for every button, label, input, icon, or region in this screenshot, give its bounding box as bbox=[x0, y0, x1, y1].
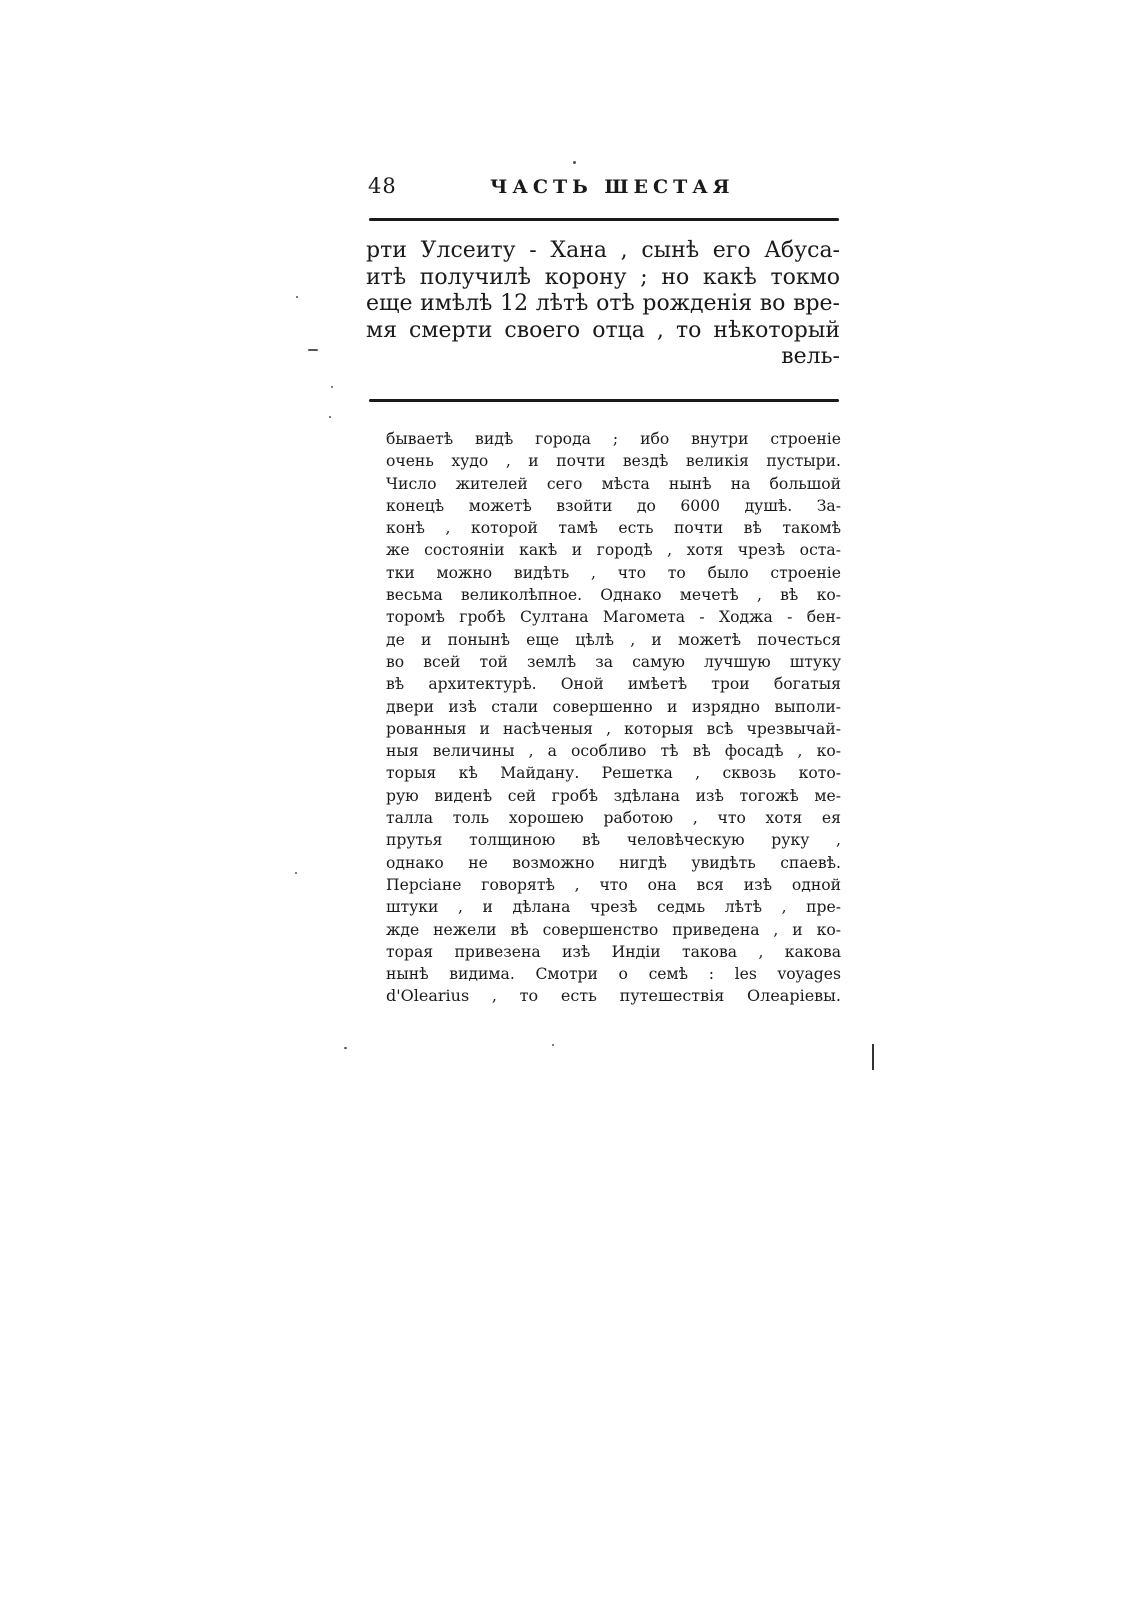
footnote-line: штуки , и дѣлана чрезѣ седмь лѣтѣ , пре- bbox=[386, 898, 841, 917]
footnote-line: жде нежели вѣ совершенство приведена , и ко- bbox=[386, 920, 841, 939]
scan-speck bbox=[296, 296, 298, 298]
footnote-line: Персіане говорятѣ , что она вся изѣ одной bbox=[386, 875, 841, 894]
footnote-line: торыя кѣ Майдану. Решетка , сквозь кото- bbox=[386, 764, 841, 783]
main-text-line: еще имѣлѣ 12 лѣтѣ отѣ рожденія во вре- bbox=[366, 291, 840, 316]
footnote-line: же состояніи какѣ и городѣ , хотя чрезѣ оста- bbox=[386, 541, 841, 560]
footnote-line: ныя величины , а особливо тѣ вѣ фосадѣ , ко- bbox=[386, 742, 841, 761]
footnote-line: Число жителей сего мѣста нынѣ на большой bbox=[386, 474, 841, 493]
footnote-line: рованныя и насѣченыя , которыя всѣ чрезвычай- bbox=[386, 719, 841, 738]
scan-speck bbox=[331, 386, 333, 388]
footnote-line: d'Olearius , то есть путешествія Олеаріевы. bbox=[386, 986, 841, 1006]
footnote-line: весьма великолѣпное. Однако мечетѣ , вѣ ко- bbox=[386, 586, 841, 605]
footnote-line: нынѣ видима. Смотри о семѣ : les voyages bbox=[386, 965, 841, 984]
running-head: ЧАСТЬ ШЕСТАЯ bbox=[490, 176, 735, 198]
footnote-text bbox=[386, 428, 841, 1008]
footnote-line: тки можно видѣть , что то было строеніе bbox=[386, 563, 841, 582]
header-rule bbox=[369, 218, 839, 221]
footnote-line: однако не возможно нигдѣ увидѣть спаевѣ. bbox=[386, 853, 841, 872]
footnote-line: двери изѣ стали совершенно и изрядно выполи- bbox=[386, 697, 841, 716]
footnote-line: де и понынѣ еще цѣлѣ , и можетѣ почесться bbox=[386, 630, 841, 649]
footnote-line: торая привезена изѣ Индіи такова , какова bbox=[386, 942, 841, 961]
footnote-line: рую виденѣ сей гробѣ здѣлана изѣ тогожѣ ме- bbox=[386, 786, 841, 805]
main-text-line: итѣ получилѣ корону ; но какѣ токмо bbox=[366, 264, 840, 290]
footnote-line: талла толь хорошею работою , что хотя ея bbox=[386, 809, 841, 828]
scan-speck bbox=[344, 1047, 347, 1049]
page-number: 48 bbox=[368, 174, 397, 198]
footnote-line: очень худо , и почти вездѣ великія пустыри. bbox=[386, 452, 841, 471]
footnote-line: конецѣ можетѣ взойти до 6000 душѣ. За- bbox=[386, 496, 841, 515]
scan-speck bbox=[573, 161, 576, 164]
main-text-line: мя смерти своего отца , то нѣкоторый bbox=[366, 317, 840, 343]
footnote-line: торомѣ гробѣ Султана Магомета - Ходжа - бен- bbox=[386, 608, 841, 627]
footnote-rule bbox=[369, 399, 839, 402]
footnote-line: во всей той землѣ за самую лучшую штуку bbox=[386, 652, 841, 671]
scan-speck bbox=[308, 349, 318, 351]
footnote-line: прутья толщиною вѣ человѣческую руку , bbox=[386, 831, 841, 850]
footnote-line: вѣ архитектурѣ. Оной имѣетѣ трои богатыя bbox=[386, 675, 841, 694]
scan-speck bbox=[552, 1044, 554, 1046]
footnote-line: бываетѣ видѣ города ; ибо внутри строеніе bbox=[386, 430, 841, 448]
main-text bbox=[366, 238, 840, 371]
scan-speck bbox=[329, 416, 331, 418]
scan-mark bbox=[872, 1044, 874, 1070]
scan-speck bbox=[295, 872, 297, 874]
footnote-line: конѣ , которой тамѣ есть почти вѣ такомѣ bbox=[386, 519, 841, 538]
catchword: вель- bbox=[781, 344, 840, 369]
main-text-line: рти Улсеиту - Хана , сынѣ его Абуса- bbox=[366, 238, 840, 263]
